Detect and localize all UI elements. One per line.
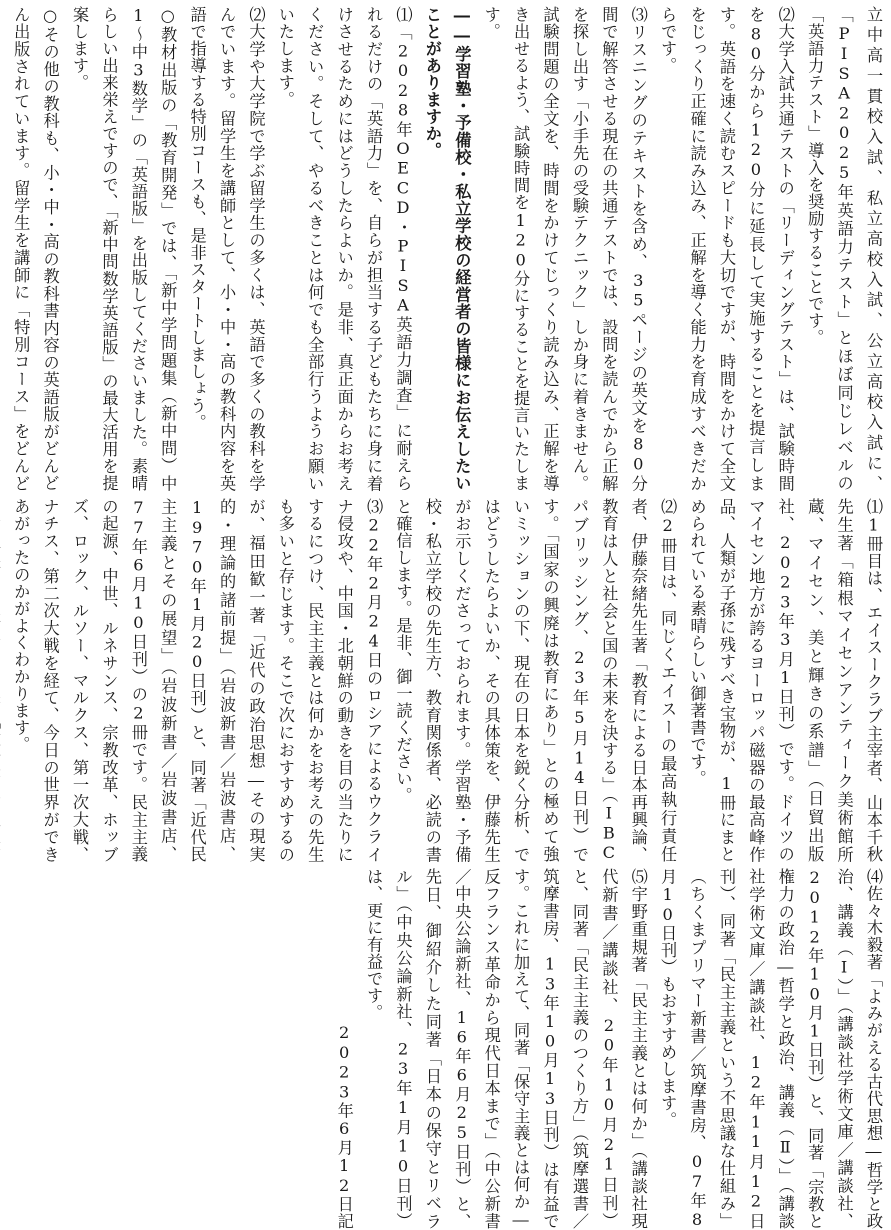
article-paragraph: ⑴1冊目は、エイスークラブ主宰者、山本千秋先生著「箱根マイセンアンティーク美術館所蔵、マイセン、美と輝きの系譜」（日貿出版社、2023年3月1日刊）です。ドイツのマイセン地方が誇るヨーロッパ磁器の最高峰作品、人類が子孫に残すべき宝物が、1冊にまとめられている素晴らしい御著書です。 — [687, 498, 883, 863]
article-paragraph — [0, 498, 6, 863]
article-paragraph: ○その他の教科も、小・中・高の教科書内容の英語版がどんどん出版されています。留学生を講師に「特別コース」をどんど — [11, 6, 60, 492]
article-paragraph: ⑶リスニングのテキストを含め、35ページの英文を80分間で解答させる現在の共通テストでは、設問を読んでから正解を探し出す「小手先の受験テクニック」しか身に着きません。試験問題の全文を、時間をかけてじっくり読み込み、正解を導き出せるよう、試験時間を120分にすることを提言いたします。 — [481, 6, 648, 492]
article-page — [4, 6, 888, 1230]
article-paragraph: ⑴「2028年OECD・PISA英語力調査」に耐えられるだけの「英語力」を、自らが担当する子どもたちに身に着けさせるためにはどうしたらよいか。是非、真正面からお考えください。そして、やるべきことは何でも全部行うようお願いいたします。 — [275, 6, 413, 492]
article-tier-top — [4, 6, 888, 492]
article-paragraph: ⑵大学や大学院で学ぶ留学生の多くは、英語で多くの教科を学んでいます。留学生を講師として、小・中・高の教科内容を英語で指導する特別コースも、是非スタートしましょう。 — [187, 6, 266, 492]
article-date: 2023年6月12日記 — [334, 1023, 354, 1230]
article-paragraph: 立中高一貫校入試、私立高校入試、公立高校入試に、「PISA2025年英語力テスト」とほぼ同じレベルの「英語力テスト」導入を奨励することです。 — [805, 6, 883, 492]
article-tier-bottom — [4, 868, 888, 1230]
article-paragraph: ⑵大学入試共通テストの「リーディングテスト」は、試験時間を80分から120分に延長して実施することを提言します。英語を速く読むスピードも大切ですが、時間をかけて全文をじっくり正確に読み込み、正解を導く能力を育成すべきだからです。 — [658, 6, 795, 492]
article-paragraph: ○教材出版の「教育開発」では、「新中学問題集（新中問）中1～中3数学」の「英語版」を出版してくださいました。素晴らしい出来栄えですので、「新中問数学英語版」の最大活用を提案します。 — [70, 6, 178, 492]
article-paragraph: ⑸宇野重規著「民主主義とは何か」（講談社現代新書／講談社、20年10月21日刊）と、同著「民主主義のつくり方」（筑摩選書／筑摩書房、13年10月13日刊）は有益です。これに加えて、同著「保守主義とは何か―反フランス革命から現代日本まで」（中公新書／中央公論新社、16年6月25日刊）と、先日、御紹介した同著「日本の保守とリベラル」（中央公論新社、23年1月10日刊）は、更に有益です。 — [364, 868, 648, 1230]
article-tier-middle — [4, 498, 888, 863]
article-paragraph: ⑶22年2月24日のロシアによるウクライナ侵攻や、中国・北朝鮮の動きを目の当たりにするにつけ、民主主義とは何かをお考えの先生も多いと存じます。そこで次におすすめするのが、福田歓一著「近代の政治思想―その現実的・理論的諸前提」（岩波新書／岩波書店、1970年1月20日刊）と、同著「近代民主主義とその展望」（岩波新書／岩波書店、77年6月10日刊）の2冊です。民主主義の起源、中世、ルネサンス、宗教改革、ホッブズ、ロック、ルソー、マルクス、第一次大戦、ナチス、第二次大戦を経て、今日の世界ができあがったのかがよくわかります。 — [11, 498, 384, 863]
article-paragraph: ⑷佐々木毅著「よみがえる古代思想―哲学と政治、講義（Ⅰ）」（講談社学術文庫／講談社、2012年10月1日刊）と、同著「宗教と権力の政治―哲学と政治、講義（Ⅱ）」（講談社学術文庫／講談社、12年11月12日刊）、同著「民主主義という不思議な仕組み」（ちくまプリマー新書／筑摩書房、07年8月10日刊）もおすすめします。 — [658, 868, 883, 1230]
interview-question: ――学習塾・予備校・私立学校の経営者の皆様にお伝えしたいことがありますか。 — [422, 6, 472, 492]
article-paragraph: ⑵2冊目は、同じくエイスーの最高執行責任者、伊藤奈緒先生著「教育による日本再興論、教育は人と社会と国の未来を決する」（IBCパブリッシング、23年5月14日刊）です。「国家の興廃は教育にあり」との極めて強いミッションの下、現在の日本を鋭く分析、ではどうしたらよいか、その具体策を、伊藤先生がお示しくださっておられます。学習塾・予備校・私立学校の先生方、教育関係者、必読の書と確信します。是非、御一読ください。 — [393, 498, 678, 863]
